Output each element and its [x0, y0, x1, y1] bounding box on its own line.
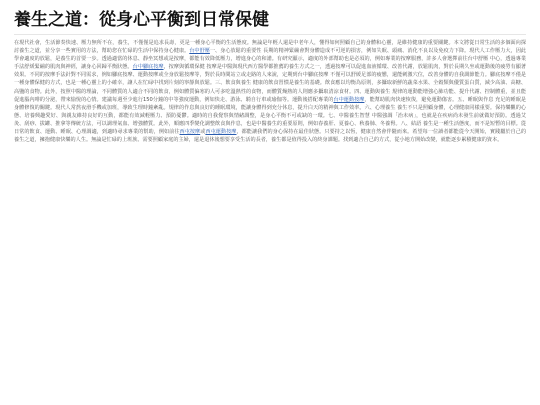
- page-title: 養生之道：從身心平衡到日常保健: [14, 10, 526, 35]
- article-text: ，能幫助肌肉快速恢復，避免運動傷害。五、睡眠與作息 充足的睡眠是身體修復的關鍵。現代人常熬夜滑手機或加班，導致生理時鐘紊亂。規律的作息與良好的睡眠環境，能讓身體得到充分休息，提升白天的精神與工作效率。六、心理養生 養生不只是照顧身體，心理健康同樣重要。保持樂觀的心態、培養興趣愛好、與親友維持良好的互動，都能有效減輕壓力、預防憂鬱。適時的自我覺察與情緒調整，是身心平衡不可或缺的一環。七、中醫養生智慧 中醫強調「治未病」，也就是在疾病尚未發生前就做好預防。透過艾灸、刮痧、拔罐、推拿等傳統方法，可以調理氣血、增強體質。此外，順應四季變化調整飲食與作息，也是中醫養生的重要原則，例如春養肝、夏養心、秋養肺、冬養腎。八、結語 養生是一種生活態度，而不是短暫的目標。從日常的飲食、運動、睡眠、心理調適，到適時尋求專業的幫助，例如前往: [14, 96, 527, 136]
- article-link[interactable]: 台中腳底按摩: [132, 64, 164, 71]
- article-text: 一、身心放鬆的重要性 長期的精神緊繃會對身體造成不可逆的損害，例如失眠、頭痛、消化不良以及免疫力下降。現代人工作壓力大，因此學會適度的放鬆，是養生的首要一步。透過適當的休息、靜坐冥想或是按摩，都能有效降低壓力，增進身心的和諧。有研究顯示，適度的外部幫助也是必須的，例如專業的按摩服務，許多人會選擇前往台中舒壓 中心，透過專業手法舒緩緊繃的肌肉與神經，讓身心回歸平衡狀態。: [14, 48, 526, 71]
- article-text: 或: [200, 129, 206, 136]
- article-text: ，都能讓我們的身心保持在最佳狀態。只要持之以恆，健康自然會伴隨而來。希望每一位讀者都能從今天開始，實踐屬於自己的養生之道，擁抱健康快樂的人生。無論是忙碌的上班族、需要照顧家庭的主婦，還是退休後想要享受生活的長者，養生都是值得投入的終身課題。找到適合自己的方式，從小地方開始改變，就能逐步累積健康的資本。: [14, 129, 527, 144]
- article-text: 在現代社會，生活節奏快速、壓力無所不在，養生，不僅僅是追求長壽，更是一種身心平衡的生活態度。無論是年輕人還是中老年人，懂得如何照顧自己的身體和心靈，是維持健康的重要關鍵。本文將從日常生活的多個面向探討養生之道，並分享一些實用的方法，幫助您在忙碌的生活中保持身心健康。: [14, 40, 526, 55]
- article-link[interactable]: 西屯按摩: [179, 129, 201, 136]
- article-link[interactable]: 西屯運動按摩: [205, 129, 237, 136]
- article-body: [14, 39, 526, 144]
- page: [0, 0, 540, 144]
- article-text: ，按摩與循環保健 按摩是中醫與現代西方醫學都推薦的養生方式之一，透過按摩可以促進血液循環、改善代謝，放鬆肌肉，對於長期久坐或運動後的疲勞有顯著效果。不同的按摩手法針對不同需求，例如腳底按摩、運動按摩或全身放鬆按摩等，對於長時間站立或走路的人來說，定期到台中腳底按摩 不僅可以舒緩足部的疲憊，還能刺激穴位，改善身體的自我調節能力。腳底按摩不僅是一種身體保健的方式，也是一種心靈上的小確幸，讓人在忙碌中找到片刻的寧靜與放鬆。三、飲食與養生 健康的飲食習慣是養生的基礎。飲食應以均衡為原則，多攝取新鮮的蔬菜水果、全穀類與優質蛋白質，減少高油、高糖、高鹽的食物。此外，按照中醫的理論，不同體質的人適合不同的飲食，例如體質偏寒的人可多吃溫熱性的食物，而體質燥熱的人則應多攝取清涼食材。四、運動與養生 規律的運動能增強心肺功能、提升代謝、控制體重，並且能促進腦內啡的分泌，帶來愉悅的心情。建議每週至少進行150分鐘的中等強度運動，例如快走、游泳、騎自行車或瑜伽等。運動後搭配專業的: [14, 64, 527, 103]
- article-link[interactable]: 台中舒壓: [189, 48, 210, 55]
- article-link[interactable]: 台中運動按摩: [333, 96, 365, 103]
